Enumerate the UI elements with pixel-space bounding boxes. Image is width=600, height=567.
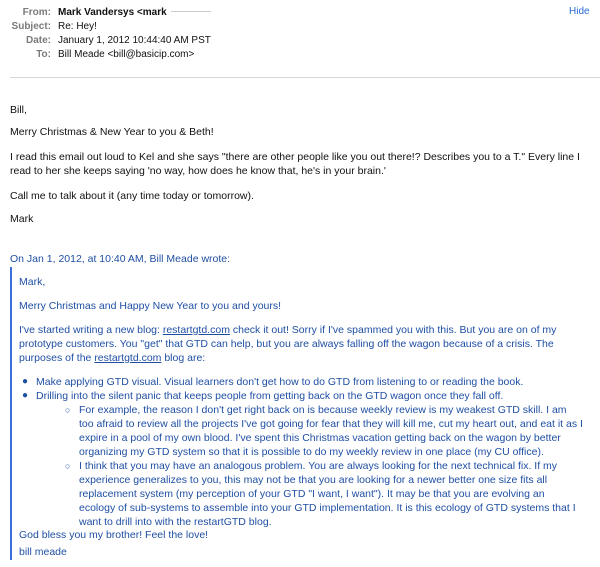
sub-1-line-1: For example, the reason I don't get right back on is because weekly review is my weakest GTD skill. I am [79, 404, 567, 416]
quote-signature: bill meade [19, 546, 67, 558]
subject-value: Re: Hey! [58, 21, 97, 32]
from-label: From: [22, 7, 51, 18]
list-item [22, 389, 596, 403]
message-header [0, 0, 600, 70]
reply-line-2b: read to her she keeps saying 'no way, how does he know that, he's in your brain.' [10, 165, 386, 177]
sub-2-line-4: ecology of sub-systems to assemble into your GTD implementation. It is this ecology of GTD systems that I [79, 502, 576, 514]
reply-line-3: Call me to talk about it (any time today or tomorrow). [10, 190, 254, 202]
reply-greeting: Bill, [10, 104, 27, 116]
sub-2-line-5: want to drill into with the restartGTD blog. [79, 516, 272, 528]
subject-label: Subject: [11, 21, 51, 32]
p1-text-a: I've started writing a new blog: [19, 324, 163, 336]
restartgtd-link[interactable]: restartgtd.com [162, 324, 230, 336]
to-value[interactable]: Bill Meade <bill@basicip.com> [58, 49, 195, 60]
date-value: January 1, 2012 10:44:40 AM PST [58, 35, 211, 46]
hide-details-link[interactable]: Hide [569, 6, 590, 17]
sub-2-line-2: experience generalizes to you, this may not be that you are looking for a newer better one size fits all [79, 474, 548, 486]
bullet-icon: ● [22, 376, 29, 387]
p1-line3-a: purposes of the [19, 352, 95, 364]
header-divider [10, 77, 600, 78]
quote-salutation: Mark, [19, 276, 46, 288]
sub-1-line-4: organizing my GTD system so that it is possible to do my weekly review in one place (my CU office). [79, 446, 544, 458]
hollow-bullet-icon: ○ [65, 461, 71, 471]
quote-paragraph-line-2: prototype customers. You "get" that GTD can help, but you are always falling off the wagon because of a crisis. The [19, 338, 554, 350]
sub-2-line-3: replacement system (my perception of your GTD "I want, I want"). It may be that you are evolving an [79, 488, 545, 500]
bullet-1-text: Make applying GTD visual. Visual learners don't get how to do GTD from listening to or reading the book. [36, 376, 524, 388]
bullet-2-text: Drilling into the silent panic that keeps people from getting back on the GTD wagon once they fall off. [36, 390, 504, 402]
hollow-bullet-icon: ○ [65, 405, 71, 415]
quote-paragraph-line-1 [19, 323, 594, 337]
quote-paragraph-line-3 [19, 351, 594, 365]
sub-list-item [65, 403, 594, 417]
quote-greeting: Merry Christmas and Happy New Year to you and yours! [19, 300, 282, 312]
sub-list-item [65, 459, 594, 473]
p1-text-b: check it out! Sorry if I've spammed you with this. But you are on of my [229, 324, 557, 336]
bullet-icon: ● [22, 390, 29, 401]
from-value[interactable] [58, 6, 211, 20]
sub-1-line-3: expire in a pool of my own blood. I've spent this Christmas vacation getting back on the wagon by better [79, 432, 561, 444]
restartgtd-link-2[interactable]: restartgtd.com [94, 352, 162, 364]
redacted-mark [171, 11, 211, 13]
quote-bar [10, 267, 12, 560]
to-label: To: [36, 49, 51, 60]
quote-attribution: On Jan 1, 2012, at 10:40 AM, Bill Meade wrote: [10, 253, 231, 265]
reply-line-1: Merry Christmas & New Year to you & Beth! [10, 126, 214, 138]
list-item [22, 375, 596, 389]
p1-line3-b: blog are: [161, 352, 206, 364]
quote-closing: God bless you my brother! Feel the love! [19, 529, 209, 541]
from-text: Mark Vandersys <mark [58, 7, 167, 18]
date-label: Date: [25, 35, 51, 46]
reply-signature: Mark [10, 213, 34, 225]
sub-1-line-2: too afraid to review all the projects I've got going for fear that they will kill me, cut my heart out, and eat it as I [79, 418, 583, 430]
sub-2-line-1: I think that you may have an analogous problem. You are always looking for the next technical fix. If my [79, 460, 558, 472]
reply-line-2a: I read this email out loud to Kel and she says "there are other people like you out there!? Describes you to a T." Every line I [10, 151, 580, 163]
